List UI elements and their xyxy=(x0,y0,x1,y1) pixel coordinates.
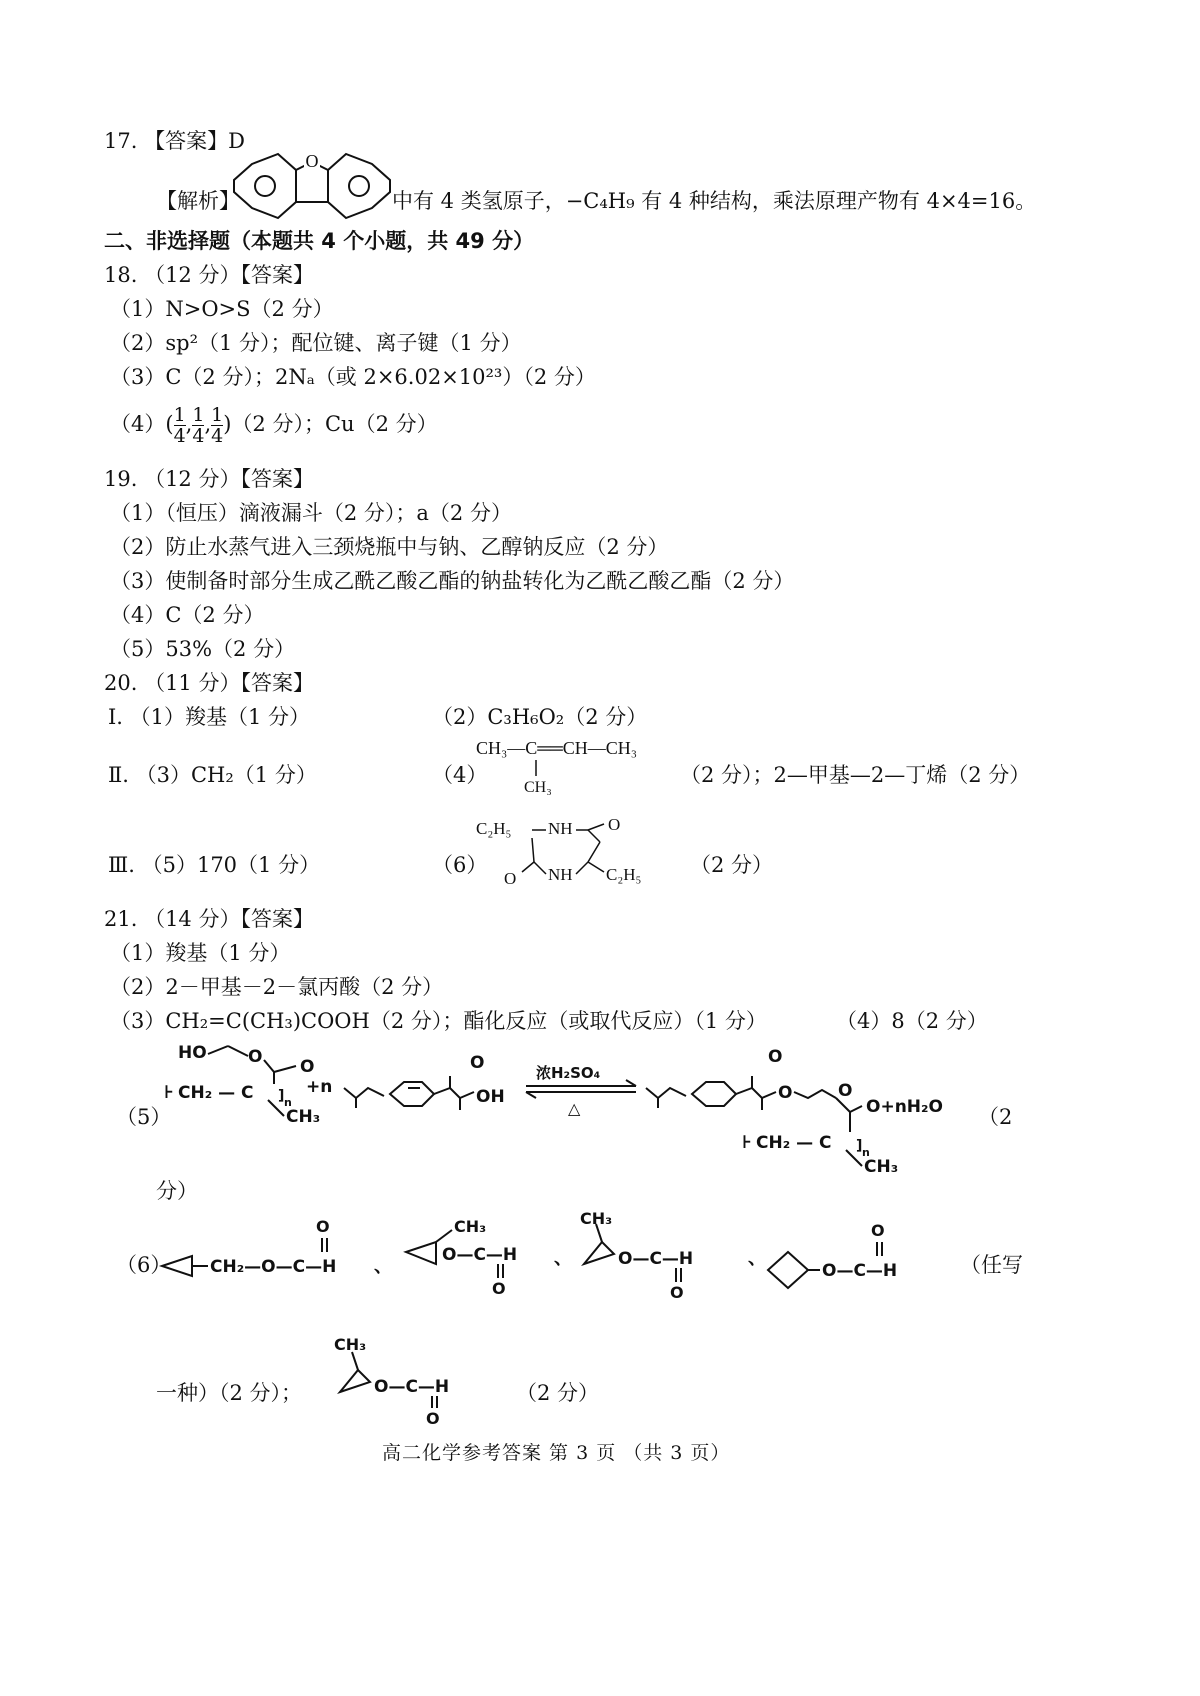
q20-row2-a: Ⅱ. （3）CH₂（1 分） xyxy=(108,763,317,787)
dibenzofuran-o: O xyxy=(305,151,319,171)
page-footer: 高二化学参考答案 第 3 页 （共 3 页） xyxy=(382,1442,731,1464)
svg-text:]: ] xyxy=(856,1138,863,1154)
esterification-reaction xyxy=(156,1036,976,1176)
isomer-structures xyxy=(156,1208,1016,1308)
svg-text:O: O xyxy=(670,1283,684,1302)
svg-text:CH₃: CH₃ xyxy=(286,1107,321,1127)
q17-answer: 17. 【答案】D xyxy=(104,129,245,153)
svg-text:O—C—H: O—C—H xyxy=(442,1245,518,1265)
q21-line6-any2: 一种）（2 分）； xyxy=(156,1381,303,1405)
svg-text:CH₂—O—C—H: CH₂—O—C—H xyxy=(210,1257,337,1277)
svg-text:⊦: ⊦ xyxy=(742,1132,752,1153)
svg-text:O: O xyxy=(470,1053,485,1073)
q20-row2-c: （2 分）；2—甲基—2—丁烯（2 分） xyxy=(680,763,1031,787)
svg-text:O: O xyxy=(492,1279,506,1298)
q21-line1: （1）羧基（1 分） xyxy=(110,941,291,965)
section2-title: 二、非选择题（本题共 4 个小题，共 49 分） xyxy=(104,229,535,253)
svg-text:O—C—H: O—C—H xyxy=(822,1261,898,1281)
q20-row3-b: （6） xyxy=(432,853,488,877)
svg-text:HO: HO xyxy=(178,1043,207,1063)
svg-text:O: O xyxy=(248,1047,263,1067)
dibenzofuran-structure xyxy=(232,150,392,230)
q21-line6-label: （6） xyxy=(116,1253,172,1277)
q19-header: 19. （12 分）【答案】 xyxy=(104,467,314,491)
q21-line5-label: （5） xyxy=(116,1105,172,1129)
svg-text:、: 、 xyxy=(748,1248,766,1269)
svg-text:CH₃: CH₃ xyxy=(864,1157,899,1177)
q21-line3: （3）CH₂=C(CH₃)COOH（2 分）；酯化反应（或取代反应）（1 分） xyxy=(110,1009,767,1033)
svg-text:O: O xyxy=(768,1047,783,1067)
svg-text:、: 、 xyxy=(554,1248,572,1269)
q20-row3-a: Ⅲ. （5）170（1 分） xyxy=(108,853,321,877)
q20-row2-b: （4） xyxy=(432,763,488,787)
q20-row1-b: （2）C₃H₆O₂（2 分） xyxy=(432,705,648,729)
q21-line4: （4）8（2 分） xyxy=(836,1009,988,1033)
q18-line4: （4）( $\frac{1}{4}$ , $\frac{1}{4}$ , $\frac{1}{4}$ )（2 分）；Cu（2 分） xyxy=(110,404,438,447)
svg-text:O: O xyxy=(426,1409,440,1428)
svg-text:CH₂ — C: CH₂ — C xyxy=(756,1133,832,1153)
q20-header: 20. （11 分）【答案】 xyxy=(104,671,314,695)
svg-text:O—C—H: O—C—H xyxy=(374,1377,450,1397)
fraction-3: $\frac{1}{4}$ xyxy=(211,404,224,447)
q21-line2: （2）2－甲基－2－氯丙酸（2 分） xyxy=(110,975,444,999)
svg-text:O: O xyxy=(838,1081,853,1101)
svg-text:]: ] xyxy=(278,1088,285,1104)
q21-line6-final-score: （2 分） xyxy=(516,1381,600,1405)
svg-text:NH: NH xyxy=(548,819,573,838)
q21-header: 21. （14 分）【答案】 xyxy=(104,907,314,931)
q19-line3: （3）使制备时部分生成乙酰乙酸乙酯的钠盐转化为乙酰乙酸乙酯（2 分） xyxy=(110,569,795,593)
q19-line5: （5）53%（2 分） xyxy=(110,637,296,661)
q18-line3: （3）C（2 分）；2Nₐ（或 2×6.02×10²³）（2 分） xyxy=(110,365,596,389)
final-isomer-structure xyxy=(320,1328,520,1428)
q18-line4-suffix: （2 分）；Cu（2 分） xyxy=(231,412,438,436)
svg-text:O: O xyxy=(608,815,621,834)
svg-text:O: O xyxy=(778,1083,793,1103)
q21-line5-tail2: 分） xyxy=(156,1179,198,1203)
svg-text:CH₂ — C: CH₂ — C xyxy=(178,1083,254,1103)
q21-line6-any: （任写 xyxy=(960,1253,1023,1277)
q17-jiexi-label: 【解析】 xyxy=(156,189,240,213)
svg-text:OH: OH xyxy=(476,1087,505,1107)
svg-text:n: n xyxy=(862,1146,870,1159)
svg-text:CH₃: CH₃ xyxy=(334,1335,367,1354)
q19-line2: （2）防止水蒸气进入三颈烧瓶中与钠、乙醇钠反应（2 分） xyxy=(110,535,669,559)
svg-text:CH₃: CH₃ xyxy=(454,1217,487,1236)
q20-row3-c: （2 分） xyxy=(690,853,774,877)
svg-text:NH: NH xyxy=(548,865,573,884)
q18-line2: （2）sp²（1 分）；配位键、离子键（1 分） xyxy=(110,331,522,355)
q19-line4: （4）C（2 分） xyxy=(110,603,265,627)
q19-line1: （1）（恒压）滴液漏斗（2 分）；a（2 分） xyxy=(110,501,512,525)
svg-text:CH₃—C══CH—CH₃: CH₃—C══CH—CH₃ xyxy=(476,738,638,758)
svg-text:浓H₂SO₄: 浓H₂SO₄ xyxy=(536,1064,601,1082)
svg-text:CH₃: CH₃ xyxy=(524,779,552,796)
fraction-2: $\frac{1}{4}$ xyxy=(192,404,205,447)
q21-line5-tail: （2 xyxy=(978,1105,1013,1129)
q18-line4-prefix: （4） xyxy=(110,412,166,436)
svg-text:O: O xyxy=(316,1217,330,1236)
q18-header: 18. （12 分）【答案】 xyxy=(104,263,314,287)
svg-text:n: n xyxy=(284,1096,292,1109)
svg-text:+n: +n xyxy=(306,1077,333,1097)
svg-text:O—C—H: O—C—H xyxy=(618,1249,694,1269)
svg-text:C₂H₅: C₂H₅ xyxy=(606,865,642,884)
fraction-1: $\frac{1}{4}$ xyxy=(173,404,186,447)
diketopiperazine-structure xyxy=(476,810,676,890)
q20-row1-a: Ⅰ. （1）羧基（1 分） xyxy=(108,705,311,729)
svg-text:C₂H₅: C₂H₅ xyxy=(476,819,512,838)
methylbutene-structure xyxy=(476,734,676,798)
svg-text:CH₃: CH₃ xyxy=(580,1209,613,1228)
svg-text:△: △ xyxy=(568,1099,581,1118)
svg-text:O: O xyxy=(871,1221,885,1240)
svg-text:O+nH₂O: O+nH₂O xyxy=(866,1097,943,1117)
q18-line1: （1）N>O>S（2 分） xyxy=(110,297,334,321)
q17-explanation: 中有 4 类氢原子，−C₄H₉ 有 4 种结构，乘法原理产物有 4×4=16。 xyxy=(392,189,1037,213)
svg-text:、: 、 xyxy=(374,1256,392,1277)
svg-text:O: O xyxy=(504,869,517,888)
svg-text:O: O xyxy=(300,1057,315,1077)
svg-text:⊦: ⊦ xyxy=(164,1082,174,1103)
